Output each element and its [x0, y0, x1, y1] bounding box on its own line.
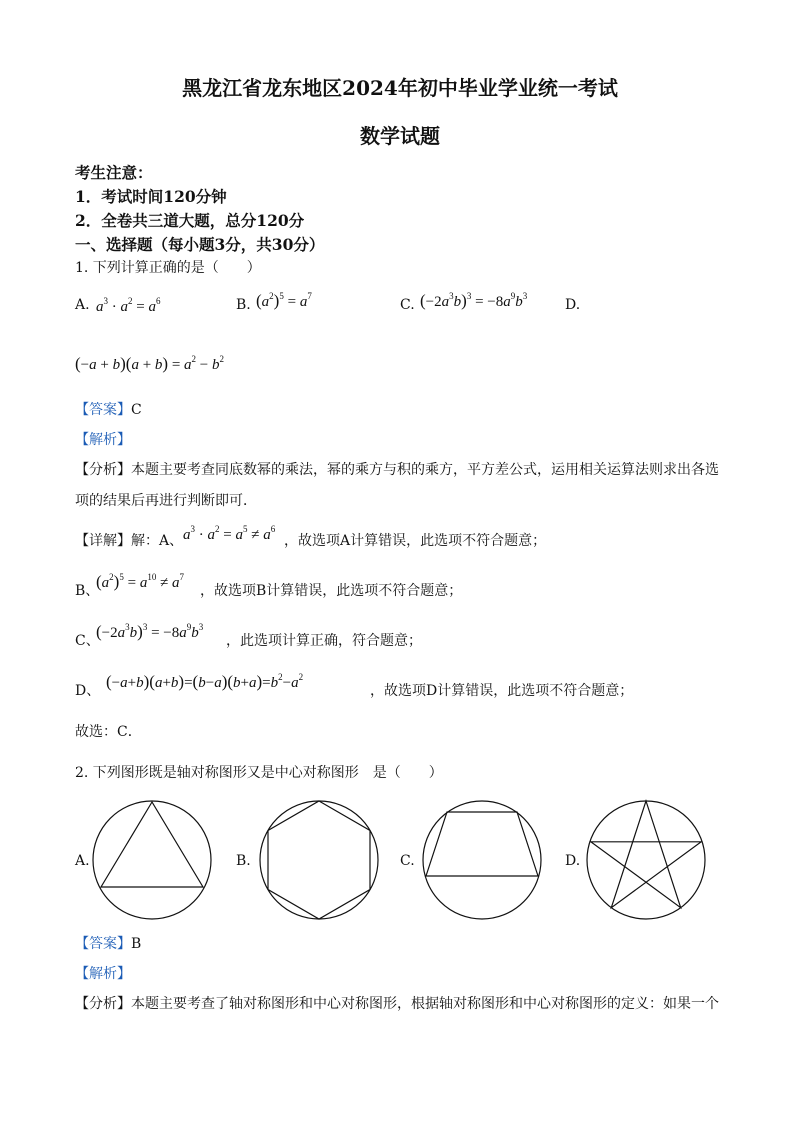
- q1-detail-d-prefix: D、: [75, 683, 101, 699]
- q1-answer: [75, 399, 142, 419]
- q2-option-d-label: D.: [565, 853, 581, 869]
- analysis-tag: 【解析】: [75, 432, 131, 448]
- q1-option-a-formula: $a^3 \cdot a^2 = a^6$: [96, 296, 161, 315]
- q1-option-a-label: A.: [75, 297, 90, 313]
- detail-prefix: 解：A、: [131, 533, 184, 549]
- q2-option-c-label: C.: [400, 853, 415, 869]
- q1-conclusion: 故选：C．: [75, 724, 142, 740]
- answer-value: C: [131, 402, 142, 418]
- fenxi-tag: 【分析】: [75, 996, 131, 1012]
- q1-detail-a: [75, 530, 183, 550]
- notice-item: 2．全卷共三道大题，总分120分: [75, 211, 305, 230]
- q1-fenxi-line2: 项的结果后再进行判断即可．: [75, 493, 257, 509]
- notice-heading: 考生注意：: [75, 163, 153, 182]
- fenxi-text: 本题主要考查同底数幂的乘法，幂的乘方与积的乘方，平方差公式，运用相关运算法则求出各选: [131, 462, 719, 478]
- circle-pentagram-figure: [585, 799, 707, 921]
- answer-tag: 【答案】: [75, 402, 131, 418]
- fenxi-text: 本题主要考查了轴对称图形和中心对称图形，根据轴对称图形和中心对称图形的定义：如果一个: [131, 996, 719, 1012]
- q1-fenxi: [75, 459, 719, 479]
- q1-detail-b-formula: $(a^2)^5 = a^{10} \ne a^7$: [96, 572, 185, 591]
- q2-fenxi: [75, 993, 719, 1013]
- q1-detail-d-formula: $(-a+b)(a+b)=(b-a)(b+a)=b^2-a^2$: [106, 672, 304, 691]
- q1-detail-d-text: ，故选项D计算错误，此选项不符合题意；: [370, 683, 634, 699]
- circle-hexagon-figure: [258, 799, 380, 921]
- q1-option-d-label: D.: [565, 297, 581, 313]
- q1-option-b-formula: $(a^2)^5 = a^7$: [256, 291, 312, 310]
- notice-item: 1．考试时间120分钟: [75, 187, 227, 206]
- q1-option-c-formula: $(-2a^3b)^3 = -8a^9b^3$: [420, 291, 528, 310]
- question-1-stem: 1. 下列计算正确的是（ ）: [75, 260, 261, 276]
- circle-trapezoid-figure: [421, 799, 543, 921]
- q1-option-b-label: B.: [236, 297, 251, 313]
- q1-detail-c-text: ，此选项计算正确，符合题意；: [226, 633, 422, 649]
- q1-detail-c-formula: $(-2a^3b)^3 = -8a^9b^3$: [96, 622, 204, 641]
- q1-detail-a-text: ，故选项A计算错误，此选项不符合题意；: [284, 533, 547, 549]
- detail-tag: 【详解】: [75, 533, 131, 549]
- q1-option-d-formula: $(-a + b)(a + b) = a^2 - b^2$: [75, 354, 225, 373]
- exam-subtitle: 数学试题: [360, 124, 440, 148]
- q2-option-a-label: A.: [75, 853, 90, 869]
- q2-answer: [75, 933, 141, 953]
- q1-detail-c-prefix: C、: [75, 633, 100, 649]
- circle-triangle-figure: [91, 799, 213, 921]
- question-2-stem: 2. 下列图形既是轴对称图形又是中心对称图形 是（ ）: [75, 765, 443, 781]
- q1-option-c-label: C.: [400, 297, 415, 313]
- fenxi-tag: 【分析】: [75, 462, 131, 478]
- q1-detail-b-text: ，故选项B计算错误，此选项不符合题意；: [200, 583, 463, 599]
- answer-tag: 【答案】: [75, 936, 131, 952]
- q1-detail-a-formula: $a^3 \cdot a^2 = a^5 \ne a^6$: [183, 524, 276, 543]
- exam-title: 黑龙江省龙东地区2024年初中毕业学业统一考试: [182, 76, 618, 100]
- q1-detail-b-prefix: B、: [75, 583, 100, 599]
- section-heading: 一、选择题（每小题3分，共30分）: [75, 235, 325, 254]
- analysis-tag: 【解析】: [75, 966, 131, 982]
- q2-option-b-label: B.: [236, 853, 251, 869]
- answer-value: B: [131, 936, 142, 952]
